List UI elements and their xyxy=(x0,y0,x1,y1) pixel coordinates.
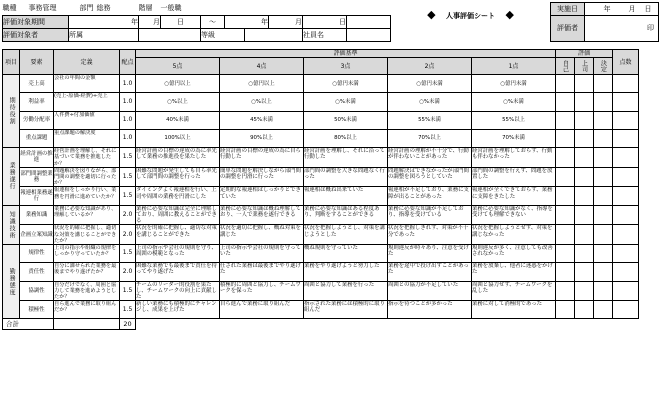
criteria-5pt: 業務に必要な知識は完全に理解しており、周囲に教えることができる xyxy=(136,205,220,225)
criteria-5pt: 新しい業務にも積極的にチャレンジし、成果を上げた xyxy=(136,301,220,319)
criteria-3pt: 50%未満 xyxy=(304,111,388,129)
category-label: 知識技術 xyxy=(3,205,20,244)
criteria-2pt: 問題解決はできなかったが部門間の調整を図ろうとしていた xyxy=(388,167,472,187)
element-cell: 協調性 xyxy=(20,281,54,301)
score-input[interactable] xyxy=(613,263,639,281)
col-element: 要素 xyxy=(20,50,54,75)
weight-cell: 1.0 xyxy=(120,75,136,93)
period-to-year[interactable]: 年 xyxy=(225,16,269,29)
eval-self-input[interactable] xyxy=(556,187,575,205)
category-label: 業務遂行 xyxy=(3,148,20,206)
date-month: 月 xyxy=(628,4,636,13)
score-input[interactable] xyxy=(613,281,639,301)
score-input[interactable] xyxy=(613,167,639,187)
category-label: 期待役割 xyxy=(3,75,20,148)
affiliation-field[interactable] xyxy=(139,29,201,42)
criteria-3pt: 80%以上 xyxy=(304,129,388,147)
eval-self-input[interactable] xyxy=(556,301,575,319)
criteria-4pt: ○億円以上 xyxy=(220,75,304,93)
table-row xyxy=(3,129,639,147)
eval-boss-input[interactable] xyxy=(575,205,594,225)
definition-cell: 会社の年間の金額 xyxy=(54,75,120,93)
element-cell: 企画立案知識 xyxy=(20,225,54,245)
weight-cell: 1.5 xyxy=(120,281,136,301)
criteria-4pt: ○%以上 xyxy=(220,93,304,111)
score-input[interactable] xyxy=(613,75,639,93)
col-1pt: 1点 xyxy=(472,58,556,75)
element-cell: 利益率 xyxy=(20,93,54,111)
eval-self-input[interactable] xyxy=(556,225,575,245)
element-cell: 部門間調整業務 xyxy=(20,167,54,187)
target-label: 評価対象者 xyxy=(3,29,69,42)
definition-cell: 自分に課せられた業務を最後までやり遂げたか？ xyxy=(54,263,120,281)
period-label: 評価対象期間 xyxy=(3,16,69,29)
score-input[interactable] xyxy=(613,225,639,245)
score-input[interactable] xyxy=(613,93,639,111)
table-row xyxy=(3,167,639,187)
element-cell: 重点課題 xyxy=(20,129,54,147)
period-from-month[interactable]: 月 xyxy=(139,16,161,29)
date-field[interactable] xyxy=(585,3,659,16)
eval-boss-input[interactable] xyxy=(575,167,594,187)
weight-cell: 1.5 xyxy=(120,148,136,168)
criteria-4pt: 任された業務は最後までやり遂げた xyxy=(220,263,304,281)
eval-final-input[interactable] xyxy=(594,75,613,93)
eval-boss-input[interactable] xyxy=(575,244,594,262)
total-blank xyxy=(54,319,120,330)
eval-boss-input[interactable] xyxy=(575,281,594,301)
period-to-month[interactable]: 月 xyxy=(269,16,303,29)
dept-value[interactable]: 総務 xyxy=(96,4,111,13)
eval-final-input[interactable] xyxy=(594,167,613,187)
col-item: 項目 xyxy=(3,50,20,75)
col-eval: 評価 xyxy=(556,50,613,58)
criteria-2pt: ○億円未満 xyxy=(388,75,472,93)
score-input[interactable] xyxy=(613,301,639,319)
element-cell: 報連相業務遂行 xyxy=(20,187,54,205)
criteria-1pt: 規則違反が多く、注意しても改善されなかった xyxy=(472,244,556,262)
weight-cell: 1.5 xyxy=(120,244,136,262)
element-cell: 経営計画の推進 xyxy=(20,148,54,168)
criteria-5pt: 困難な業務でも最後まで責任を持ってやり遂げた xyxy=(136,263,220,281)
eval-self-input[interactable] xyxy=(556,244,575,262)
criteria-2pt: 指示を待つことが多かった xyxy=(388,301,472,319)
category-label: 勤務態度 xyxy=(3,244,20,319)
criteria-1pt: 業務に必要な知識がなく、指導を受けても理解できない xyxy=(472,205,556,225)
eval-self-input[interactable] xyxy=(556,167,575,187)
criteria-2pt: 報連相が不足しており、業務に支障が出ることがあった xyxy=(388,187,472,205)
definition-cell: 報連相をしっかり行い、業務を円滑に進めていたか？ xyxy=(54,187,120,205)
evaluator-field[interactable] xyxy=(585,16,659,42)
criteria-3pt: ○%未満 xyxy=(304,93,388,111)
eval-boss-input[interactable] xyxy=(575,111,594,129)
criteria-1pt: 70%未満 xyxy=(472,129,556,147)
eval-final-input[interactable] xyxy=(594,205,613,225)
eval-self-input[interactable] xyxy=(556,111,575,129)
criteria-5pt: 上司の指示や会社の規則を守り、周囲の模範となった xyxy=(136,244,220,262)
period-from-day[interactable]: 日 xyxy=(161,16,201,29)
definition-cell: 自分だけでなく、周囲と協力して業務を進めようとしたか？ xyxy=(54,281,120,301)
criteria-2pt: 状況を把握しきれず、対策が不十分であった xyxy=(388,225,472,245)
eval-boss-input[interactable] xyxy=(575,225,594,245)
criteria-1pt: 業務を放棄し、他者に迷惑をかけた xyxy=(472,263,556,281)
grade-label: 等級 xyxy=(201,29,245,42)
criteria-3pt: 周囲と協力して業務を行った xyxy=(304,281,388,301)
eval-final-input[interactable] xyxy=(594,301,613,319)
criteria-1pt: 業務に対して消極的であった xyxy=(472,301,556,319)
criteria-4pt: 積極的に周囲と協力し、チームワークを保った xyxy=(220,281,304,301)
criteria-5pt: 40%未満 xyxy=(136,111,220,129)
criteria-5pt: チームのリーダー的役割を果たし、チームワークの向上に貢献した xyxy=(136,281,220,301)
col-5pt: 5点 xyxy=(136,58,220,75)
criteria-4pt: 経営計画の目標の達成の為に自ら行動した xyxy=(220,148,304,168)
criteria-3pt: 部門間の調整を大きな問題なく行った xyxy=(304,167,388,187)
definition-cell: (売上-原価-経費)÷売上 xyxy=(54,93,120,111)
seal-label: 印 xyxy=(647,24,654,32)
criteria-3pt: 経営計画を理解し、それに沿って行動した xyxy=(304,148,388,168)
dept-label: 部門 xyxy=(79,4,94,13)
weight-cell: 1.0 xyxy=(120,111,136,129)
definition-cell: 人件費÷付加価値 xyxy=(54,111,120,129)
diamond-icon: ◆ xyxy=(505,8,514,21)
criteria-1pt: 部門間の調整を行えず、問題を放置した xyxy=(472,167,556,187)
date-year: 年 xyxy=(603,4,611,13)
weight-cell: 1.0 xyxy=(120,93,136,111)
table-row xyxy=(3,93,639,111)
criteria-1pt: 経営計画を理解しておらず、行動も伴わなかった xyxy=(472,148,556,168)
element-cell: 業務知識 xyxy=(20,205,54,225)
table-row xyxy=(3,205,639,225)
criteria-3pt: 概ね規則を守っていた xyxy=(304,244,388,262)
job-type-value[interactable]: 事務管理 xyxy=(28,4,57,13)
eval-boss-input[interactable] xyxy=(575,148,594,168)
grade-field[interactable] xyxy=(245,29,303,42)
element-cell: 労働分配率 xyxy=(20,111,54,129)
eval-self-input[interactable] xyxy=(556,148,575,168)
col-3pt: 3点 xyxy=(304,58,388,75)
date-label: 実施日 xyxy=(551,3,585,16)
eval-self-input[interactable] xyxy=(556,93,575,111)
element-cell: 責任性 xyxy=(20,263,54,281)
grid-body xyxy=(3,75,639,319)
col-2pt: 2点 xyxy=(388,58,472,75)
definition-cell: 経営計画を理解し、それに基づいて業務を推進したか？ xyxy=(54,148,120,168)
col-boss: 上司 xyxy=(575,58,594,75)
total-label: 合計 xyxy=(3,319,54,330)
eval-boss-input[interactable] xyxy=(575,187,594,205)
employee-field[interactable] xyxy=(347,29,391,42)
eval-final-input[interactable] xyxy=(594,93,613,111)
eval-boss-input[interactable] xyxy=(575,263,594,281)
table-row xyxy=(3,263,639,281)
table-row xyxy=(3,225,639,245)
score-input[interactable] xyxy=(613,187,639,205)
criteria-1pt: ○億円未満 xyxy=(472,75,556,93)
col-final: 決定 xyxy=(594,58,613,75)
period-tilde: 〜 xyxy=(201,16,225,29)
eval-self-input[interactable] xyxy=(556,75,575,93)
score-input[interactable] xyxy=(613,244,639,262)
weight-cell: 1.5 xyxy=(120,167,136,187)
eval-final-input[interactable] xyxy=(594,225,613,245)
criteria-2pt: 70%以上 xyxy=(388,129,472,147)
element-cell: 規律性 xyxy=(20,244,54,262)
sheet-title-text: 人事評価シート xyxy=(446,12,495,20)
criteria-1pt: ○%未満 xyxy=(472,93,556,111)
weight-cell: 1.5 xyxy=(120,301,136,319)
col-weight: 配点 xyxy=(120,50,136,75)
weight-cell: 2.0 xyxy=(120,225,136,245)
period-from-field[interactable] xyxy=(69,16,139,29)
table-row xyxy=(3,301,639,319)
criteria-3pt: 状況を把握しようとし、対策を講じようとした xyxy=(304,225,388,245)
criteria-2pt: ○%未満 xyxy=(388,93,472,111)
period-from-year: 年 xyxy=(131,17,138,26)
level-label: 階層 xyxy=(138,4,153,13)
eval-boss-input[interactable] xyxy=(575,75,594,93)
level-value[interactable]: 一般職 xyxy=(160,4,182,13)
criteria-3pt: ○億円未満 xyxy=(304,75,388,93)
criteria-2pt: 経営計画の理解が不十分で、行動が伴わないことがあった xyxy=(388,148,472,168)
definition-cell: 業務に必要な知識があり、理解しているか？ xyxy=(54,205,120,225)
score-input[interactable] xyxy=(613,148,639,168)
evaluator-label: 評価者 xyxy=(551,16,585,42)
eval-final-input[interactable] xyxy=(594,281,613,301)
criteria-5pt: ○億円以上 xyxy=(136,75,220,93)
header-table xyxy=(2,2,659,42)
criteria-1pt: 状況を把握しようとせず、対策を講じなかった xyxy=(472,225,556,245)
score-input[interactable] xyxy=(613,111,639,129)
evaluation-grid xyxy=(2,49,639,330)
col-self: 自己 xyxy=(556,58,575,75)
weight-cell: 2.0 xyxy=(120,263,136,281)
eval-final-input[interactable] xyxy=(594,111,613,129)
eval-final-input[interactable] xyxy=(594,187,613,205)
criteria-2pt: 周囲との協力が不足していた xyxy=(388,281,472,301)
table-row xyxy=(3,148,639,168)
criteria-4pt: 45%未満 xyxy=(220,111,304,129)
element-cell: 売上高 xyxy=(20,75,54,93)
col-criteria: 評価基準 xyxy=(136,50,556,58)
criteria-3pt: 報連相は概ね出来ていた xyxy=(304,187,388,205)
table-row xyxy=(3,75,639,93)
sheet-title xyxy=(391,3,551,29)
criteria-1pt: 周囲と協力せず、チームワークを乱した xyxy=(472,281,556,301)
definition-cell: 状況を的確に把握し、適切な対策を講じることができたか？ xyxy=(54,225,120,245)
criteria-2pt: 業務を途中で投げ出すことがあった xyxy=(388,263,472,281)
criteria-4pt: 自ら進んで業務に取り組んだ xyxy=(220,301,304,319)
eval-final-input[interactable] xyxy=(594,263,613,281)
criteria-2pt: 55%未満 xyxy=(388,111,472,129)
period-to-day[interactable]: 日 xyxy=(303,16,347,29)
criteria-4pt: 簡単な問題を解決しながら部門間の調整を円滑に行った xyxy=(220,167,304,187)
criteria-1pt: 55%以上 xyxy=(472,111,556,129)
table-row xyxy=(3,187,639,205)
table-row xyxy=(3,244,639,262)
criteria-5pt: 100%以上 xyxy=(136,129,220,147)
eval-final-input[interactable] xyxy=(594,129,613,147)
definition-cell: 問題解決を図りながら、部門間の調整を適切に行ったか？ xyxy=(54,167,120,187)
eval-self-input[interactable] xyxy=(556,281,575,301)
employee-label: 社員名 xyxy=(303,29,347,42)
criteria-5pt: タイミングよく報連相を行い、上司や周囲の業務を円滑にした xyxy=(136,187,220,205)
total-rest xyxy=(136,319,639,330)
criteria-4pt: 状況を適切に把握し、概ね対策を講じた xyxy=(220,225,304,245)
weight-cell: 1.5 xyxy=(120,187,136,205)
criteria-3pt: 業務をやり遂げようと努力した xyxy=(304,263,388,281)
criteria-4pt: 定期的な報連相はしっかりとできていた xyxy=(220,187,304,205)
definition-cell: 上司の指示や組織の規律をしっかり守っていたか？ xyxy=(54,244,120,262)
score-input[interactable] xyxy=(613,205,639,225)
col-4pt: 4点 xyxy=(220,58,304,75)
eval-boss-input[interactable] xyxy=(575,129,594,147)
definition-cell: 自ら進んで業務に取り組んだか？ xyxy=(54,301,120,319)
evaluation-sheet xyxy=(2,2,654,409)
weight-cell: 2.0 xyxy=(120,205,136,225)
criteria-2pt: 業務に必要な知識が不足しており、指導を受けている xyxy=(388,205,472,225)
criteria-3pt: 業務に必要な知識はある程度あり、判断をすることができる xyxy=(304,205,388,225)
eval-self-input[interactable] xyxy=(556,205,575,225)
col-definition: 定義 xyxy=(54,50,120,75)
job-type-label: 職種 xyxy=(2,4,17,13)
eval-final-input[interactable] xyxy=(594,244,613,262)
criteria-4pt: 上司の指示や会社の規則を守っていた xyxy=(220,244,304,262)
score-input[interactable] xyxy=(613,129,639,147)
criteria-3pt: 指示された業務には積極的に取り組んだ xyxy=(304,301,388,319)
criteria-5pt: ○%以上 xyxy=(136,93,220,111)
affiliation-label: 所属 xyxy=(69,29,139,42)
criteria-4pt: 業務に必要な知識は概ね理解しており、一人で業務を遂行できる xyxy=(220,205,304,225)
date-day: 日 xyxy=(644,4,652,13)
eval-self-input[interactable] xyxy=(556,263,575,281)
diamond-icon: ◆ xyxy=(427,8,436,21)
eval-boss-input[interactable] xyxy=(575,93,594,111)
element-cell: 積極性 xyxy=(20,301,54,319)
total-weight: 20 xyxy=(120,319,136,330)
eval-boss-input[interactable] xyxy=(575,301,594,319)
table-row xyxy=(3,111,639,129)
criteria-2pt: 規則違反が時々あり、注意を受けた xyxy=(388,244,472,262)
eval-self-input[interactable] xyxy=(556,129,575,147)
table-row xyxy=(3,281,639,301)
definition-cell: 重点課題の解決度 xyxy=(54,129,120,147)
eval-final-input[interactable] xyxy=(594,148,613,168)
weight-cell: 1.0 xyxy=(120,129,136,147)
criteria-5pt: 状況を的確に把握し、適切な対策を講じることができた xyxy=(136,225,220,245)
criteria-1pt: 報連相が全くできておらず、業務に支障をきたした xyxy=(472,187,556,205)
criteria-5pt: 困難な問題が発生しても自ら率先して部門間の調整を行った xyxy=(136,167,220,187)
criteria-4pt: 90%以上 xyxy=(220,129,304,147)
col-score: 点数 xyxy=(613,50,639,75)
criteria-5pt: 経営計画の目標の達成の為に率先して業務の推進役を果たした xyxy=(136,148,220,168)
